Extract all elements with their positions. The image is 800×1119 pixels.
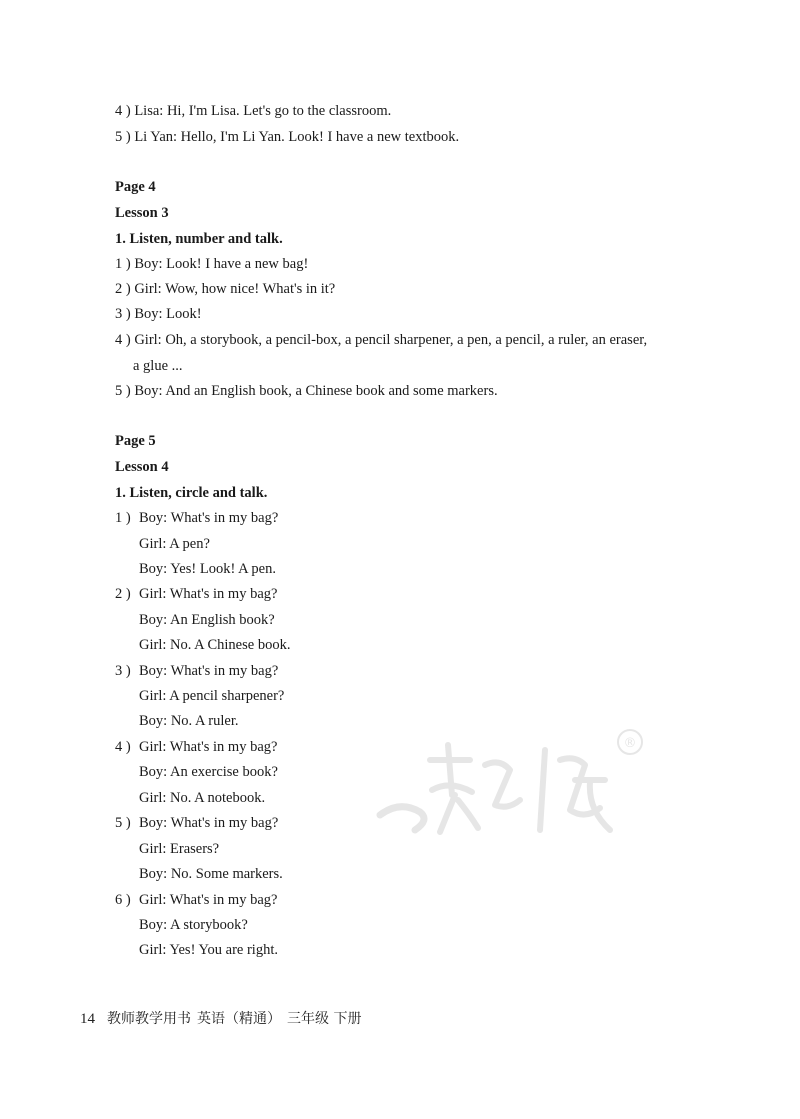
page-number: 14 [80, 1011, 95, 1027]
page-heading: Page 4 [115, 179, 156, 195]
dialogue-line: Girl: A pencil sharpener? [139, 688, 285, 704]
page-heading: Page 5 [115, 433, 156, 449]
task-heading: 1. Listen, circle and talk. [115, 485, 268, 501]
dialogue-line: Boy: A storybook? [139, 917, 248, 933]
book-title: 教师教学用书 [107, 1011, 191, 1027]
dialogue-line: Girl: No. A notebook. [139, 790, 266, 806]
dialogue-line: Boy: What's in my bag? [139, 815, 279, 831]
dialogue-line: Girl: A pen? [139, 536, 210, 552]
dialogue-line: 3 ) Boy: Look! [115, 306, 202, 322]
task-heading: 1. Listen, number and talk. [115, 231, 283, 247]
dialogue-line: 5 ) Li Yan: Hello, I'm Li Yan. Look! I have a new textbook. [115, 129, 460, 145]
book-subject: 英语（精通） [197, 1011, 281, 1027]
lesson-heading: Lesson 3 [115, 205, 169, 221]
dialogue-line: Girl: Yes! You are right. [139, 942, 278, 958]
dialogue-line: Girl: No. A Chinese book. [139, 637, 291, 653]
dialogue-number: 4 ) [115, 739, 131, 755]
dialogue-line: 5 ) Boy: And an English book, a Chinese book and some markers. [115, 383, 498, 399]
dialogue-number: 1 ) [115, 510, 131, 526]
dialogue-line: Boy: No. A ruler. [139, 713, 239, 729]
page-footer [80, 1010, 361, 1028]
dialogue-line: 2 ) Girl: Wow, how nice! What's in it? [115, 281, 336, 297]
dialogue-number: 5 ) [115, 815, 131, 831]
dialogue-line: 4 ) Lisa: Hi, I'm Lisa. Let's go to the classroom. [115, 103, 392, 119]
dialogue-line: Boy: An English book? [139, 612, 275, 628]
dialogue-line: Boy: Yes! Look! A pen. [139, 561, 276, 577]
dialogue-line: Girl: Erasers? [139, 841, 220, 857]
lesson-heading: Lesson 4 [115, 459, 169, 475]
dialogue-number: 3 ) [115, 663, 131, 679]
dialogue-line: Boy: An exercise book? [139, 764, 278, 780]
publisher-watermark [360, 720, 660, 850]
dialogue-number: 2 ) [115, 586, 131, 602]
registered-mark-icon: ® [623, 736, 637, 751]
dialogue-line: Girl: What's in my bag? [139, 586, 278, 602]
dialogue-line: 4 ) Girl: Oh, a storybook, a pencil-box, a pencil sharpener, a pen, a pencil, a ruler, an eraser, [115, 332, 648, 348]
dialogue-line: Boy: No. Some markers. [139, 866, 283, 882]
dialogue-line: Boy: What's in my bag? [139, 510, 279, 526]
dialogue-line: Boy: What's in my bag? [139, 663, 279, 679]
dialogue-number: 6 ) [115, 892, 131, 908]
book-grade: 三年级 下册 [287, 1011, 362, 1027]
dialogue-line: Girl: What's in my bag? [139, 739, 278, 755]
dialogue-line: 1 ) Boy: Look! I have a new bag! [115, 256, 309, 272]
dialogue-line-continuation: a glue ... [133, 358, 183, 374]
dialogue-line: Girl: What's in my bag? [139, 892, 278, 908]
